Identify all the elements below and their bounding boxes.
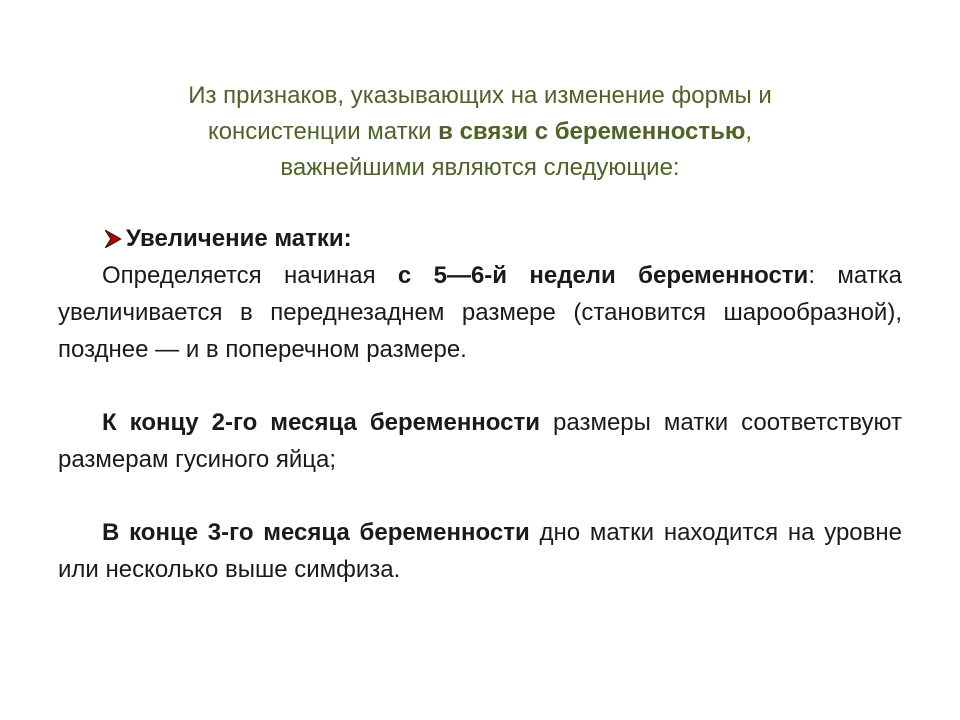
intro-text <box>100 78 860 186</box>
intro-line-2: консистенции матки в связи с беременностью, <box>207 118 753 145</box>
intro-line-3: важнейшими являются следующие: <box>280 154 680 181</box>
spacer <box>58 368 902 404</box>
section-heading <box>58 220 902 257</box>
section-heading-label: Увеличение матки: <box>126 225 352 252</box>
section1-emphasis: с 5—6-й недели беременности <box>397 262 809 289</box>
intro-line-1: Из признаков, указывающих на изменение формы и <box>188 82 772 109</box>
body-text <box>58 220 902 588</box>
section2-emphasis: К концу 2-го месяца беременности <box>102 409 541 436</box>
section3-paragraph: В конце 3-го месяца беременности дно матки находится на уровне или несколько выше симфиза. <box>58 519 902 583</box>
section3-emphasis: В конце 3-го месяца беременности <box>102 519 530 546</box>
section2-paragraph: К концу 2-го месяца беременности размеры матки соответствуют размерам гусиного яйца; <box>58 409 903 473</box>
spacer <box>58 478 902 514</box>
section1-paragraph: Определяется начиная с 5—6-й недели беременности: матка увеличивается в переднезаднем размере (становится шарообразной), позднее — и в поперечном размере. <box>58 262 903 363</box>
intro-emphasis: в связи с беременностью <box>438 118 746 145</box>
arrow-bullet-icon <box>102 228 124 250</box>
